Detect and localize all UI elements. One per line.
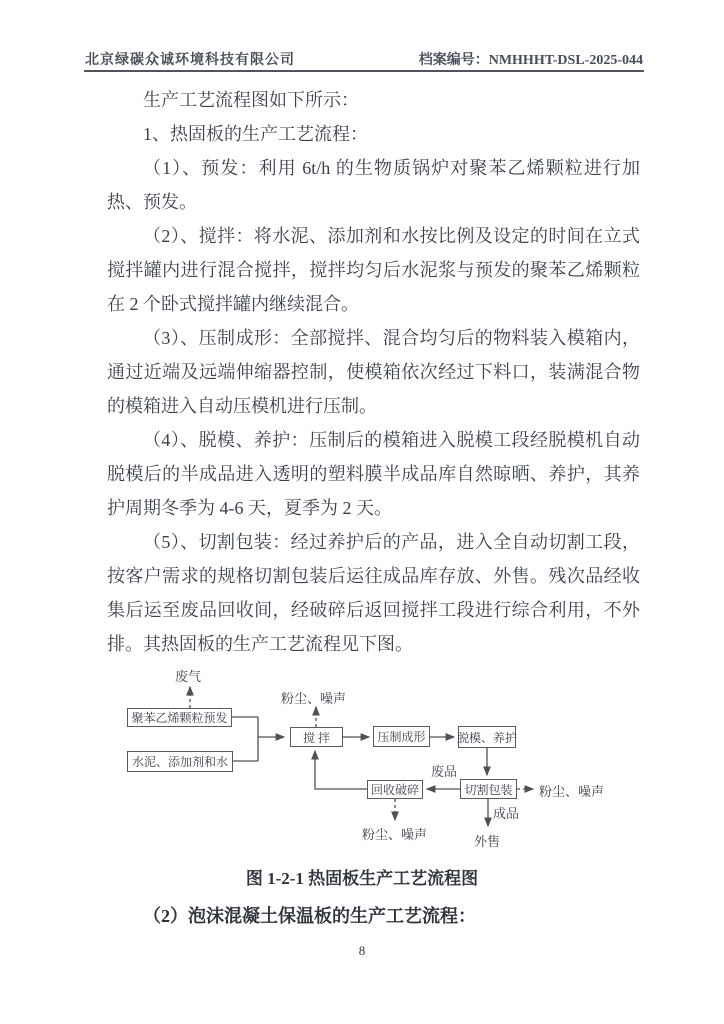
paragraph-step-3: （3）、压制成形：全部搅拌、混合均匀后的物料装入模箱内，通过近端及远端伸缩器控制，使模箱依次经过下料口，装满混合物的模箱进入自动压模机进行压制。: [107, 328, 640, 416]
section-2-heading: （2）泡沫混凝土保温板的生产工艺流程：: [143, 906, 476, 926]
header-divider: [84, 70, 644, 72]
paragraph-step-4: （4）、脱模、养护：压制后的模箱进入脱模工段经脱模机自动脱模后的半成品进入透明的塑料膜半成品库自然晾晒、养护，其养护周期冬季为 4-6 天，夏季为 2 天。: [107, 430, 640, 518]
label-dust-noise-recycle: 粉尘、噪声: [362, 827, 428, 842]
label-finished-product: 成品: [493, 806, 520, 821]
paragraph-step-5: （5）、切割包装：经过养护后的产品，进入全自动切割工段，按客户需求的规格切割包装后运往成品库存放、外售。残次品经收集后运至废品回收间，经破碎后返回搅拌工段进行综合利用，不外排。其热固板的生产工艺流程见下图。: [107, 532, 640, 654]
page-number: 8: [358, 943, 366, 958]
header-company-name: 北京绿碳众诚环境科技有限公司: [85, 53, 295, 68]
process-flow-diagram: [120, 662, 640, 857]
node-cutting-packaging: 切割包装: [460, 779, 517, 799]
paragraph-step-2: （2）、搅拌：将水泥、添加剂和水按比例及设定的时间在立式搅拌罐内进行混合搅拌，搅拌均匀后水泥浆与预发的聚苯乙烯颗粒在 2 个卧式搅拌罐内继续混合。: [107, 226, 640, 314]
file-number-value: NMHHHT-DSL-2025-044: [488, 53, 643, 68]
document-body: [107, 83, 640, 661]
node-polystyrene-pre-expansion: 聚苯乙烯颗粒预发: [127, 708, 232, 727]
figure-caption: 图 1-2-1 热固板生产工艺流程图: [245, 869, 479, 888]
node-demold-curing: 脱模、养护: [458, 726, 516, 748]
node-cement-additive-water: 水泥、添加剂和水: [127, 751, 233, 772]
node-recycle-crushing: 回收破碎: [367, 780, 423, 799]
label-waste-gas: 废气: [175, 669, 202, 684]
node-press-forming: 压制成形: [373, 726, 430, 747]
label-scrap: 废品: [431, 764, 458, 779]
header-file-number: [419, 49, 643, 69]
paragraph-step-1: （1）、预发：利用 6t/h 的生物质锅炉对聚苯乙烯颗粒进行加热、预发。: [107, 158, 640, 212]
label-sold-externally: 外售: [474, 834, 501, 849]
label-dust-noise-cutting: 粉尘、噪声: [539, 784, 605, 799]
node-mixing: 搅 拌: [290, 727, 343, 747]
label-dust-noise-mixing: 粉尘、噪声: [281, 691, 347, 706]
file-number-label: 档案编号：: [418, 53, 489, 68]
paragraph-section-1: 1、热固板的生产工艺流程：: [143, 124, 368, 144]
paragraph-intro: 生产工艺流程图如下所示：: [143, 90, 359, 110]
